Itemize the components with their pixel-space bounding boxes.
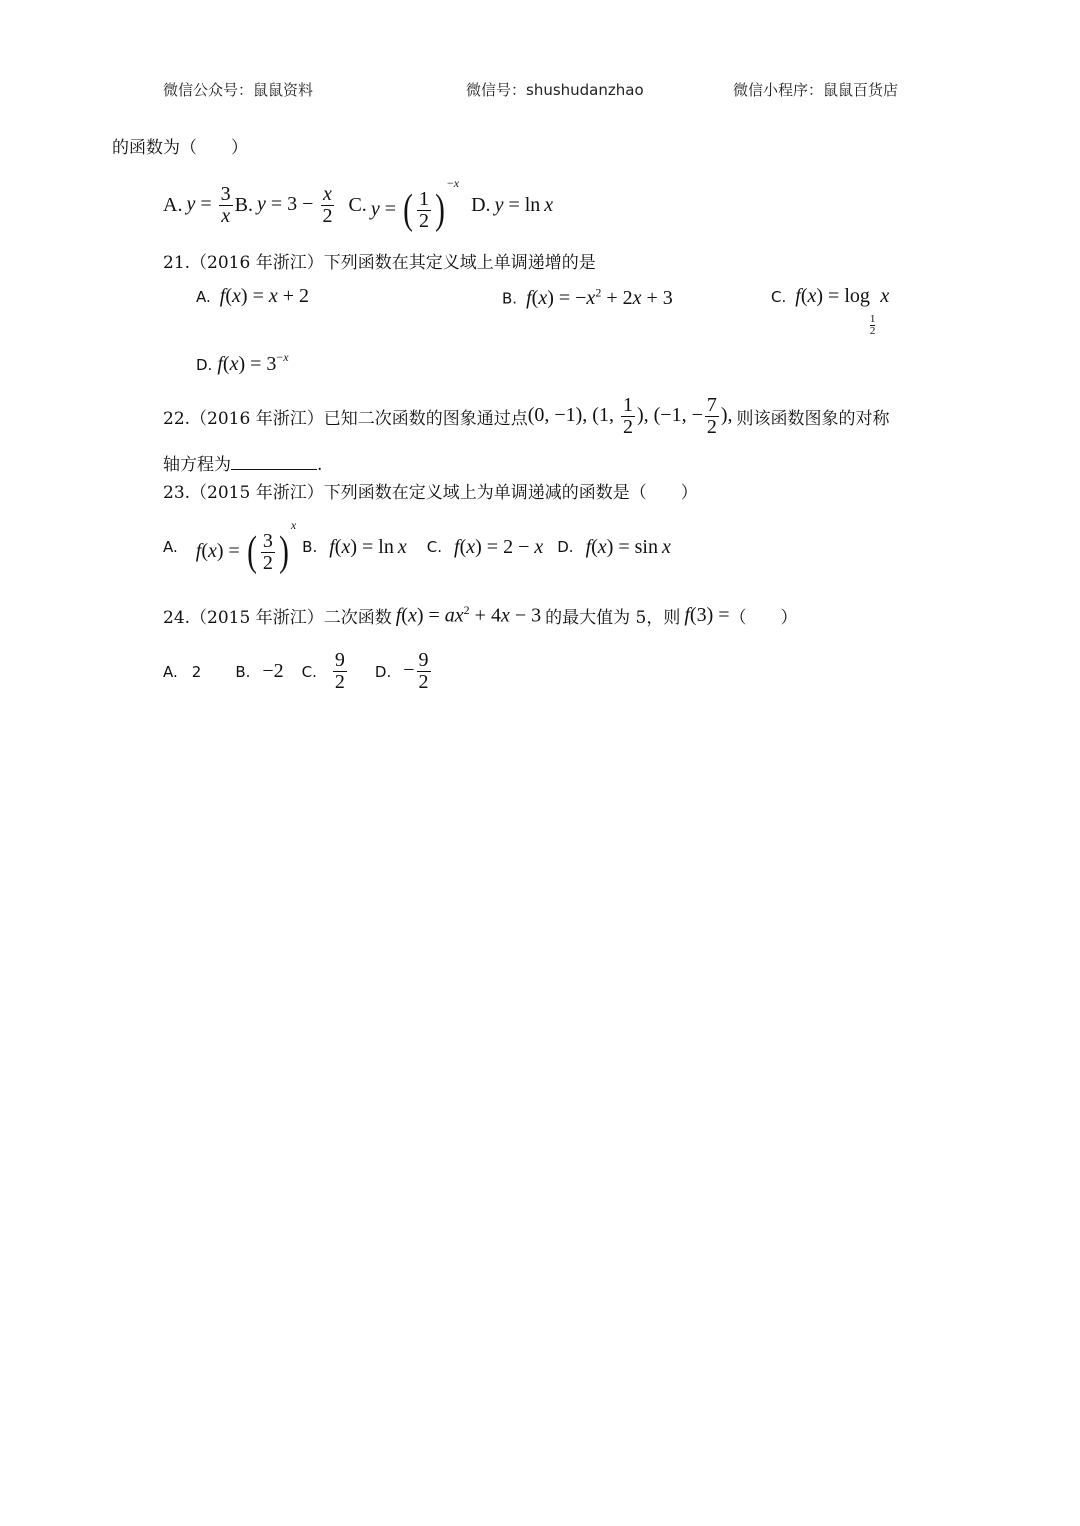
q21-option-a: [196, 285, 309, 308]
q21-stem: 21.（2016 年浙江）下列函数在其定义域上单调递增的是: [163, 253, 596, 273]
q20-option-a-formula: y = $\frac{3}{x}$: [186, 182, 231, 227]
q22-stem-suffix: 则该函数图象的对称: [736, 409, 890, 429]
q24-f3-formula: f(3) =: [684, 604, 730, 626]
q20-option-c-label: C.: [348, 193, 367, 216]
q22-points-formula: (0, −1), (1, $\frac{1}{2}$ ), (−1, − $\frac{7}{2}$ ),: [527, 394, 733, 438]
q23-option-d-label: D.: [557, 538, 574, 557]
q23-option-c-label: C.: [426, 538, 442, 557]
q21-option-a-formula: f(x) = x + 2: [219, 285, 310, 307]
q22-line2-text: 轴方程为: [163, 455, 231, 475]
q24-stem-end: （ ）: [729, 608, 798, 628]
q21-option-a-label: A.: [196, 288, 211, 306]
q22-answer-blank[interactable]: [231, 468, 317, 470]
q24-stem-mid: 的最大值为 5，则: [545, 608, 681, 628]
q21-option-d-label: D.: [196, 356, 213, 374]
q20-option-b-formula: y = 3 − $\frac{x}{2}$: [257, 182, 333, 227]
q22-stem: [163, 395, 890, 438]
q24-stem-prefix: 24.（2015 年浙江）二次函数: [163, 608, 392, 628]
q24-option-d-formula: − $\frac{9}{2}$: [403, 649, 429, 693]
q23-option-a-formula: f(x) = ( $\frac{3}{2}$ )$^x$: [195, 518, 297, 576]
header-right: 微信小程序：鼠鼠百货店: [733, 81, 899, 99]
q21-option-c: [771, 285, 889, 337]
q24-function-formula: $f(x) = ax^2 + 4x - 3$: [395, 603, 542, 627]
q24-options: [163, 650, 433, 693]
q24-stem: [163, 603, 798, 628]
q23-option-a-label: A.: [163, 538, 178, 557]
q24-option-a-value: 2: [191, 662, 202, 681]
q21-option-b-label: B.: [502, 289, 518, 308]
q22-stem-prefix: 22.（2016 年浙江）已知二次函数的图象通过点: [163, 409, 528, 429]
q23-stem: 23.（2015 年浙江）下列函数在定义域上为单调递减的函数是（ ）: [163, 483, 698, 503]
q24-option-c-label: C.: [301, 662, 317, 681]
q24-option-d-label: D.: [374, 662, 392, 681]
header-left: 微信公众号：鼠鼠资料: [163, 81, 314, 99]
q21-option-d-formula: $f(x) = 3^{-x}$: [217, 350, 289, 375]
q20-option-d-formula: y = ln x: [494, 193, 554, 216]
q21-option-c-label: C.: [771, 288, 787, 306]
q23-options: [163, 518, 671, 576]
header-center: 微信号：shushudanzhao: [466, 81, 644, 99]
q20-options: [163, 176, 553, 234]
q20-tail: 的函数为（ ）: [112, 138, 248, 158]
q22-line2: 轴方程为 .: [163, 455, 323, 475]
q20-option-c-formula: y = ( $\frac{1}{2}$ )$^{-x}$: [370, 176, 460, 234]
q21-option-b-formula: $f(x) = -x^2 + 2x + 3$: [526, 285, 673, 309]
q24-option-b-value: −2: [262, 660, 284, 682]
q23-option-d-formula: f(x) = sin x: [585, 535, 671, 558]
q24-option-a-label: A.: [163, 662, 178, 681]
q20-option-d-label: D.: [471, 193, 491, 216]
q21-option-b: [502, 285, 673, 310]
q21-option-c-formula: f(x) = log $\frac{1}{2}$ x: [795, 285, 890, 337]
q21-option-d: [196, 350, 289, 376]
q23-option-b-formula: f(x) = ln x: [329, 535, 407, 558]
q24-option-c-formula: $\frac{9}{2}$: [334, 649, 345, 693]
q23-option-c-formula: f(x) = 2 − x: [454, 535, 544, 558]
q23-option-b-label: B.: [302, 538, 318, 557]
q20-option-a-label: A.: [163, 193, 183, 216]
q20-option-b-label: B.: [234, 193, 253, 216]
q24-option-b-label: B.: [235, 662, 251, 681]
